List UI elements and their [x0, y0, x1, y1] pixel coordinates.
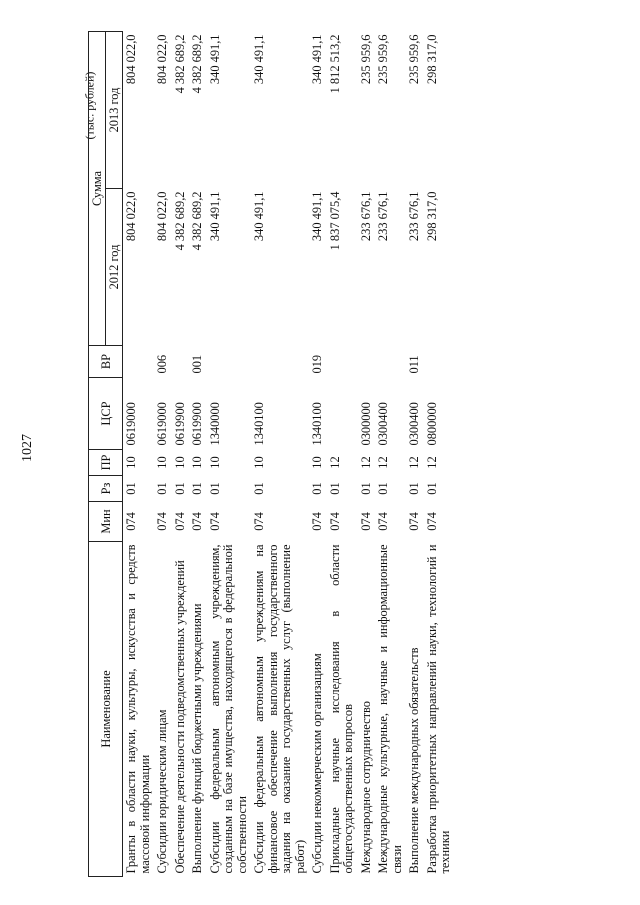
row-min: 074 [190, 512, 204, 531]
row-csr [327, 378, 358, 450]
table-row [327, 32, 358, 877]
row-pr: 10 [124, 456, 138, 469]
row-rz: 01 [358, 482, 373, 495]
row-name: Прикладные научные исследования в области общегосударственных вопросов [327, 544, 355, 874]
row-vr: 011 [407, 355, 421, 374]
row-vr: 019 [310, 354, 324, 374]
row-min: 074 [207, 512, 222, 531]
row-pr: 12 [327, 456, 342, 469]
row-sum-2012: 4 382 689,2 [172, 191, 187, 251]
table-row [358, 32, 376, 877]
header-year-2012: 2012 год [106, 189, 123, 346]
row-rz: 01 [424, 482, 439, 495]
row-sum-2013: 298 317,0 [424, 34, 439, 85]
row-name: Выполнение международных обязательств [407, 647, 421, 874]
row-min: 074 [424, 512, 439, 531]
row-sum-2012: 804 022,0 [124, 191, 138, 242]
row-vr [123, 346, 155, 378]
row-sum-2013: 340 491,1 [252, 34, 266, 85]
row-min: 074 [252, 512, 266, 531]
row-vr [358, 346, 376, 378]
row-vr [251, 346, 309, 378]
row-csr: 0300000 [358, 402, 373, 446]
page-number: 1027 [20, 434, 35, 462]
row-min: 074 [327, 512, 342, 531]
row-sum-2013: 235 959,6 [376, 34, 390, 85]
row-sum-2013: 4 382 689,2 [190, 34, 204, 94]
table-row [189, 32, 207, 877]
row-csr: 1340100 [310, 402, 324, 446]
row-pr: 10 [190, 456, 204, 469]
row-sum-2013: 235 959,6 [407, 34, 421, 85]
row-name: Обеспечение деятельности подведомственных учреждений [172, 560, 187, 874]
row-min: 074 [124, 512, 138, 531]
row-min: 074 [155, 512, 169, 531]
row-rz: 01 [327, 482, 342, 495]
header-csr: ЦСР [89, 378, 123, 450]
table-row [123, 32, 155, 877]
units-label: (тыс. рублей) [82, 71, 97, 140]
row-rz: 01 [407, 482, 421, 495]
header-year-2013: 2013 год [106, 32, 123, 189]
row-name: Субсидии некоммерческим организациям [310, 653, 324, 874]
row-rz: 01 [190, 482, 204, 495]
row-rz: 01 [252, 482, 266, 495]
table-header [89, 32, 123, 877]
row-csr: 1340100 [252, 402, 266, 446]
row-sum-2012: 233 676,1 [376, 191, 390, 242]
row-vr [327, 346, 358, 378]
row-csr: 0619900 [190, 402, 204, 446]
header-sum: Сумма [89, 32, 106, 346]
row-name: Субсидии федеральным автономным учреждениям на финансовое обеспечение выполнения государственного задания на оказание государственных услуг (выполнение работ) [252, 544, 307, 874]
row-rz: 01 [172, 482, 187, 495]
row-vr [424, 346, 455, 378]
row-pr: 10 [252, 456, 266, 469]
table-row [207, 32, 252, 877]
row-pr: 10 [172, 456, 187, 469]
row-name: Субсидии юридическим лицам [155, 709, 169, 874]
row-pr: 10 [207, 456, 222, 469]
row-name: Международное сотрудничество [358, 701, 373, 874]
row-min: 074 [358, 512, 373, 531]
row-sum-2012: 233 676,1 [358, 191, 373, 242]
row-vr [172, 346, 190, 378]
header-pr: ПР [89, 450, 123, 476]
row-csr: 0300400 [376, 402, 390, 446]
row-name: Разработка приоритетных направлений науки, технологий и техники [424, 544, 452, 874]
row-csr: 0619000 [155, 402, 169, 446]
row-sum-2012: 340 491,1 [310, 191, 324, 242]
row-pr: 12 [424, 456, 439, 469]
row-pr: 10 [310, 456, 324, 469]
row-sum-2013: 804 022,0 [155, 34, 169, 85]
row-sum-2013: 804 022,0 [124, 34, 138, 85]
row-sum-2013: 1 812 513,2 [327, 34, 342, 94]
row-sum-2013: 235 959,6 [358, 34, 373, 85]
row-name: Субсидии федеральным автономным учреждениям, созданным на базе имущества, находящегося в федеральной собственности [207, 544, 249, 874]
row-rz: 01 [376, 482, 390, 495]
row-pr: 10 [155, 456, 169, 469]
header-name: Наименование [89, 542, 123, 877]
row-sum-2013: 340 491,1 [207, 34, 222, 85]
row-min: 074 [310, 512, 324, 531]
row-sum-2012: 804 022,0 [155, 191, 169, 242]
row-name: Международные культурные, научные и информационные связи [376, 544, 404, 874]
header-vr: ВР [89, 346, 123, 378]
table-row [172, 32, 190, 877]
row-min: 074 [172, 512, 187, 531]
row-sum-2013: 340 491,1 [310, 34, 324, 85]
table-body [123, 32, 455, 877]
table-row [424, 32, 455, 877]
row-csr: 0619900 [172, 402, 187, 446]
row-rz: 01 [207, 482, 222, 495]
row-pr: 12 [376, 456, 390, 469]
row-sum-2012: 298 317,0 [424, 191, 439, 242]
row-csr: 0300400 [407, 402, 421, 446]
row-name: Гранты в области науки, культуры, искусства и средств массовой информации [124, 544, 152, 874]
row-sum-2012: 233 676,1 [407, 191, 421, 242]
table-row [309, 32, 327, 877]
header-min: Мин [89, 502, 123, 542]
table-row [375, 32, 406, 877]
row-csr: 0619000 [124, 402, 138, 446]
row-sum-2012: 1 837 075,4 [327, 191, 342, 251]
row-rz: 01 [310, 482, 324, 495]
row-vr [207, 346, 252, 378]
row-vr [375, 346, 406, 378]
row-csr: 0800000 [424, 402, 439, 446]
row-sum-2013: 4 382 689,2 [172, 34, 187, 94]
row-pr: 12 [407, 456, 421, 469]
table-row [251, 32, 309, 877]
row-sum-2012: 340 491,1 [252, 191, 266, 242]
row-sum-2012: 4 382 689,2 [190, 191, 204, 251]
table-row [406, 32, 424, 877]
row-name: Выполнение функций бюджетными учреждениями [190, 603, 204, 874]
row-rz: 01 [155, 482, 169, 495]
header-rz: Рз [89, 476, 123, 502]
row-min: 074 [376, 512, 390, 531]
budget-table-container [88, 32, 588, 877]
row-csr: 1340000 [207, 402, 222, 446]
row-pr: 12 [358, 456, 373, 469]
row-vr: 001 [190, 354, 204, 374]
row-rz: 01 [124, 482, 138, 495]
row-min: 074 [407, 512, 421, 531]
row-vr: 006 [155, 354, 169, 374]
row-sum-2012: 340 491,1 [207, 191, 222, 242]
table-row [154, 32, 172, 877]
budget-table [88, 31, 455, 877]
